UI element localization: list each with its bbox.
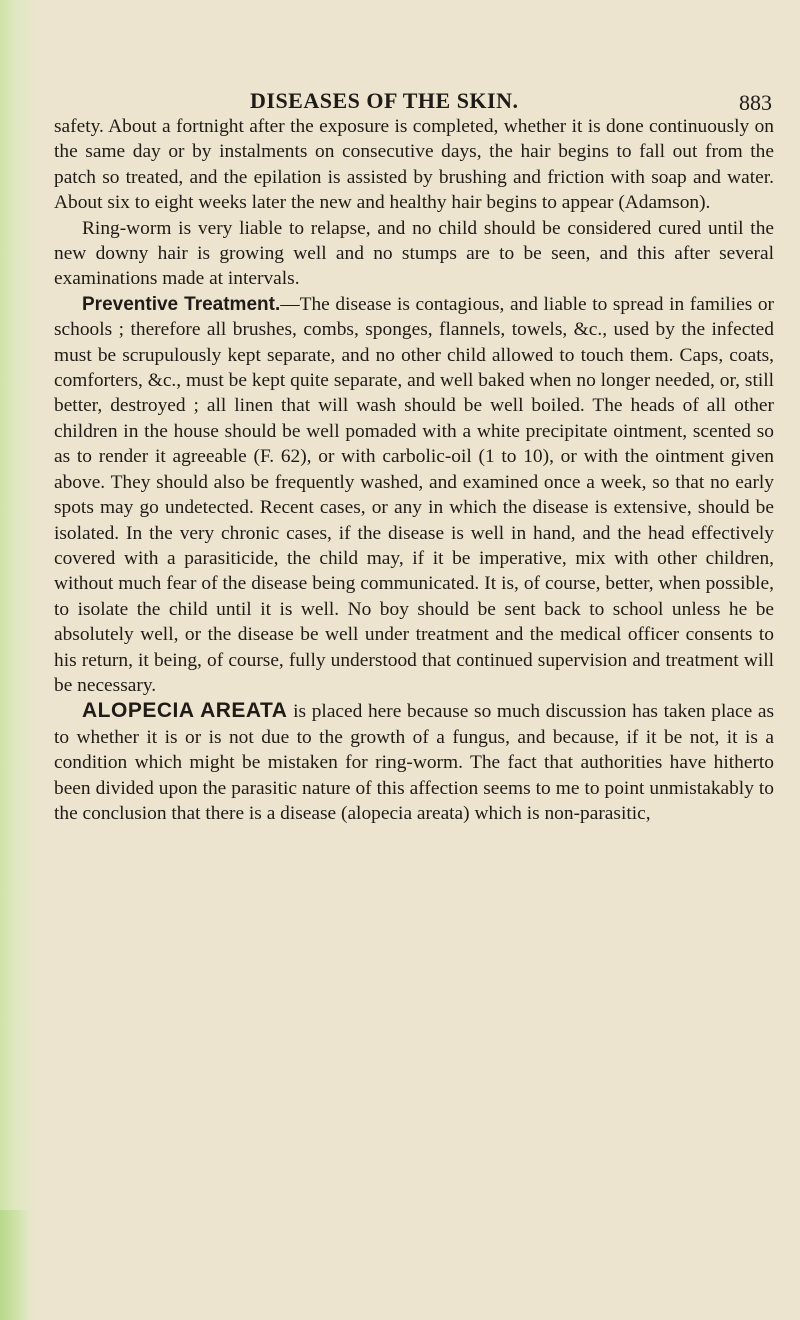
preventive-treatment-heading: Preventive Treatment. — [82, 293, 281, 315]
running-title: DISEASES OF THE SKIN. — [250, 88, 519, 113]
alopecia-areata-heading: ALOPECIA AREATA — [82, 699, 288, 723]
page-edge-tint — [0, 1210, 28, 1320]
page-number: 883 — [739, 90, 772, 115]
paragraph-relapse-text: Ring-worm is very liable to relapse, and no child should be considered cured until the new downy hair is growing well and no stumps are to be seen, and this after several examinations made at intervals. — [54, 217, 774, 290]
body-text — [54, 114, 774, 826]
paragraph-adamson — [54, 114, 774, 216]
paragraph-adamson-text: safety. About a fortnight after the exposure is completed, whether it is done continuously on the same day or by instalments on consecutive days, the hair begins to fall out from the patch so treated, and the epilation is assisted by brushing and friction with soap and water. About six to eight weeks later the new and healthy hair begins to appear (Adamson). — [54, 116, 774, 214]
alopecia-areata-text: is placed here because so much discussion has taken place as to whether it is or is not due to the growth of a fungus, and because, if it be not, it is a condition which might be mistaken for ring-worm. The fact that authorities have hitherto been divided upon the parasitic nature of this affection seems to me to point unmistakably to the conclusion that there is a disease (alopecia areata) which is non-parasitic, — [54, 701, 774, 824]
paragraph-relapse — [54, 216, 774, 292]
page-edge-shadow — [0, 0, 40, 1320]
paragraph-preventive-treatment — [54, 292, 774, 699]
paragraph-alopecia-areata — [54, 698, 774, 826]
preventive-treatment-text: —The disease is contagious, and liable to spread in families or schools ; therefore all brushes, combs, sponges, flannels, towels, &c., used by the infected must be scrupulously kept separate, and no other child allowed to touch them. Caps, coats, comforters, &c., must be kept quite separate, and well baked when no longer needed, or, still better, destroyed ; all linen that will wash should be well boiled. The heads of all other children in the house should be well pomaded with a white precipitate ointment, scented so as to render it agreeable (F. 62), or with carbolic-oil (1 to 10), or with the ointment given above. They should also be frequently washed, and examined once a week, so that no early spots may go undetected. Recent cases, or any in which the disease is extensive, should be isolated. In the very chronic cases, if the disease is well in hand, and the head effectively covered with a parasiticide, the child may, if it be imperative, mix with other children, without much fear of the disease being communicated. It is, of course, better, when possible, to isolate the child until it is well. No boy should be sent back to school unless he be absolutely well, or the disease be well under treatment and the medical officer consents to his return, it being, of course, fully understood that continued supervision and treatment will be necessary. — [54, 293, 774, 696]
